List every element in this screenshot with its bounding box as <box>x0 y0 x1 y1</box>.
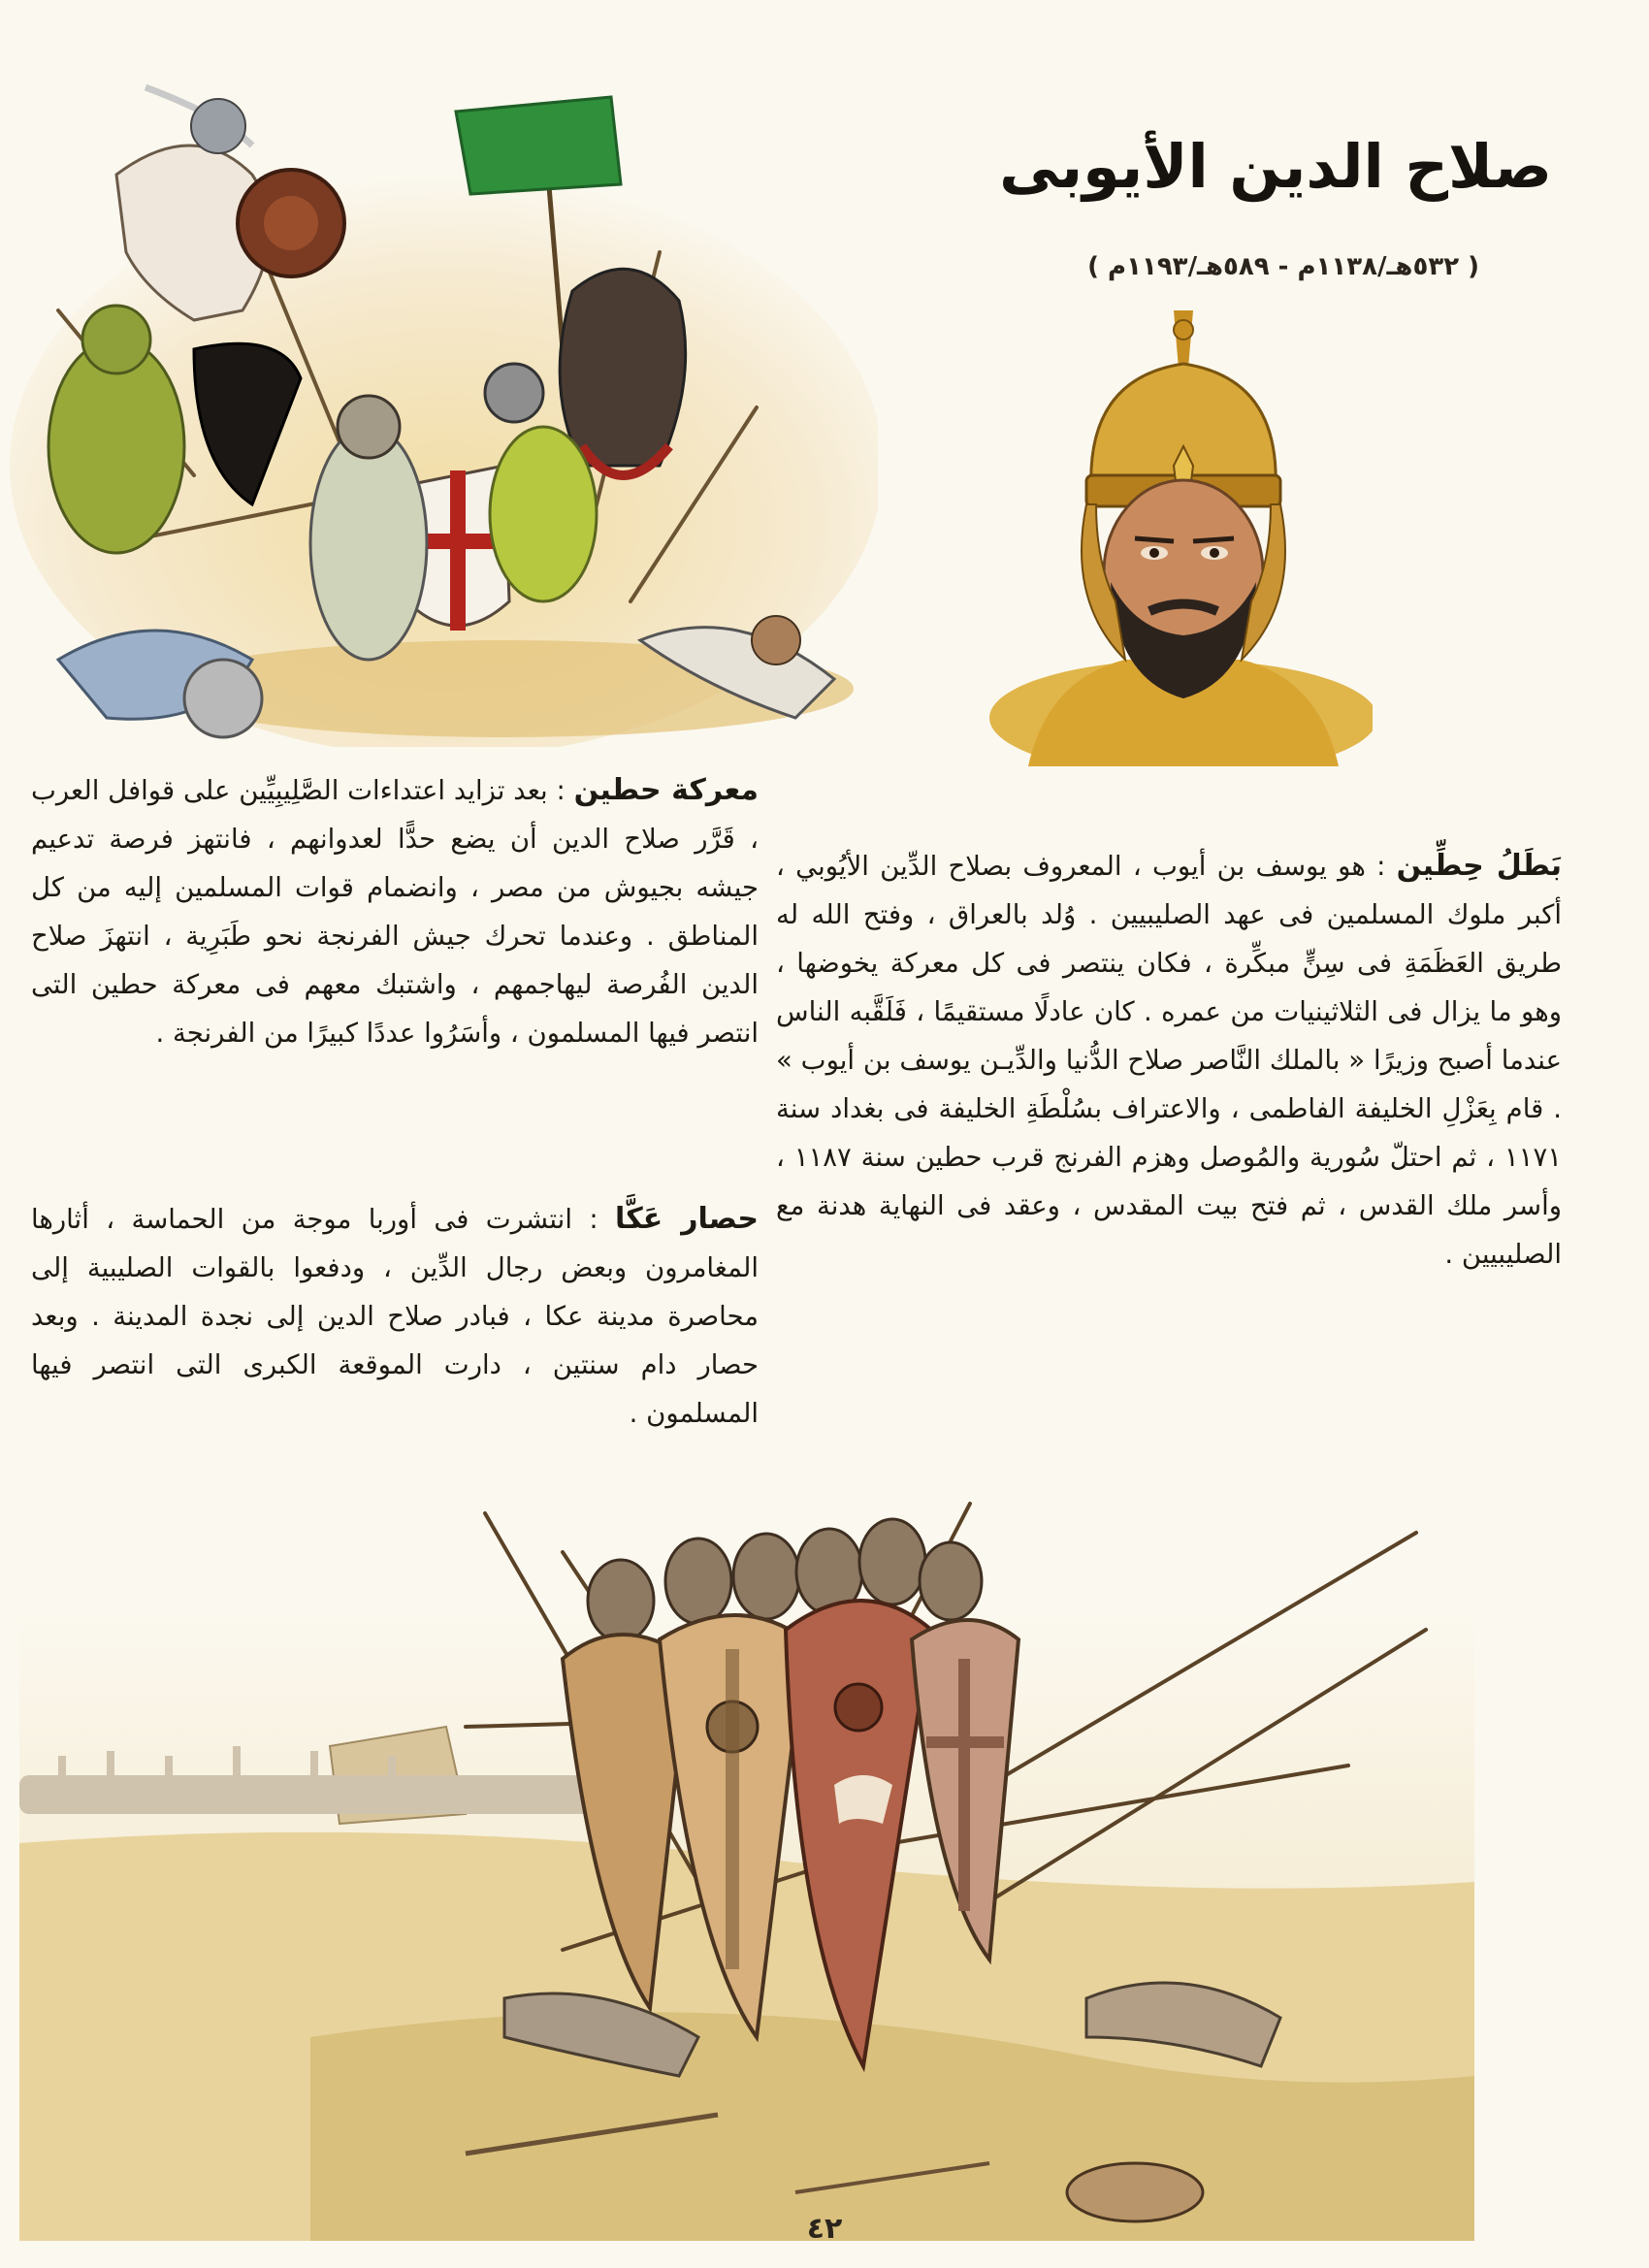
section-heading-acre: حصار عَكَّا <box>614 1202 759 1236</box>
section-body-battle: : بعد تزايد اعتداءات الصَّلِيبِيِّين على قوافل العرب ، قَرَّر صلاح الدين أن يضع حدًّا لعدوانهم ، فانتهز فرصة تدعيم جيشه بجيوش من مصر ، وانضمام قوات المسلمين إليه من كل المناطق . وعندما تحرك جيش الفرنجة نحو طَبَرِية ، انتهزَ صلاح الدين الفُرصة ليهاجمهم ، واشتبك معهم فى معركة حطين التى انتصر فيها المسلمون ، وأسَرُوا عددًا كبيرًا من الفرنجة . <box>31 775 759 1049</box>
section-heading-hero: بَطَلُ حِطِّين <box>1396 849 1562 883</box>
section-siege-of-acre <box>31 1195 759 1438</box>
page-title: صلاح الدين الأيوبى <box>999 131 1552 202</box>
battle-of-hattin-illustration <box>0 58 878 747</box>
section-hero-of-hattin <box>776 842 1562 1279</box>
section-heading-battle: معركة حطين <box>573 773 759 807</box>
section-battle-of-hattin <box>31 766 759 1057</box>
saladin-portrait-illustration <box>989 310 1373 766</box>
page-number: ٤٢ <box>806 2212 843 2246</box>
crusader-shield-wall-illustration <box>19 1494 1474 2241</box>
section-body-hero: : هو يوسف بن أيوب ، المعروف بصلاح الدِّين الأيُوبي ، أكبر ملوك المسلمين فى عهد الصليبيين . وُلد بالعراق ، وفتح الله له طريق العَظَمَةِ فى سِنٍّ مبكِّرة ، فكان ينتصر فى كل معركة يخوضها ، وهو ما يزال فى الثلاثينيات من عمره . كان عادلًا مستقيمًا ، فَلَقَّبه الناس عندما أصبح وزيرًا « بالملك النَّاصر صلاح الدُّنيا والدِّيـن يوسف بن أيوب » . قام بِعَزْلِ الخليفة الفاطمى ، والاعتراف بسُلْطَةِ الخليفة فى بغداد سنة ١١٧١ ، ثم احتلّ سُورية والمُوصل وهزم الفرنج قرب حطين سنة ١١٨٧ ، وأسر ملك القدس ، ثم فتح بيت المقدس ، وعقد فى النهاية هدنة مع الصليبيين . <box>776 851 1562 1270</box>
section-body-acre: : انتشرت فى أوربا موجة من الحماسة ، أثارها المغامرون وبعض رجال الدِّين ، ودفعوا بالقوات الصليبية إلى محاصرة مدينة عكا ، فبادر صلاح الدين إلى نجدة المدينة . وبعد حصار دام سنتين ، دارت الموقعة الكبرى التى انتصر فيها المسلمون . <box>31 1204 759 1429</box>
lifespan-dates: ( ٥٣٢هـ/١١٣٨م - ٥٨٩هـ/١١٩٣م ) <box>1087 252 1479 281</box>
